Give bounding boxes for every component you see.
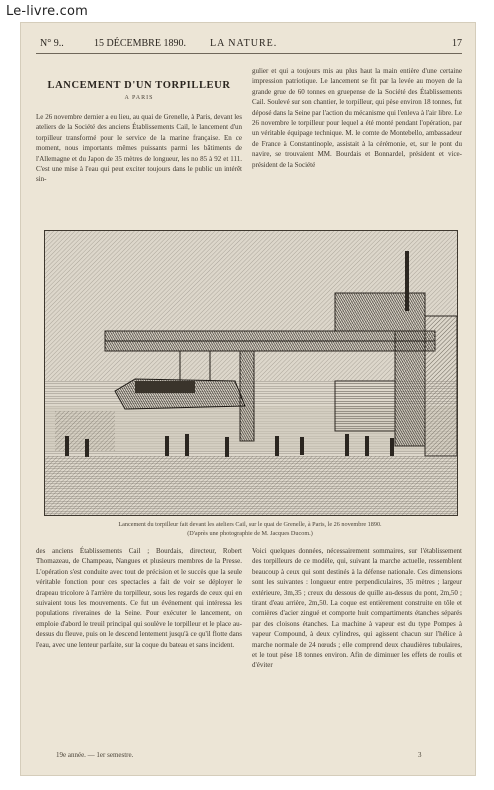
header-rule [36, 53, 462, 54]
volume-label: 19e année. — 1er semestre. [56, 751, 134, 759]
paragraph: Voici quelques données, nécessairement sommaires, sur l'établissement des torpilleurs de ce modèle, qui, suivant la marche actuelle, ressemblent beaucoup à ceux qui sont destinés à la défense nationale. Ces dimensions sont les suivantes : longueur entre perpendiculaires, 35 mètres ; largeur extérieure, 3m,35 ; creux du dessous de quille au-dessus du pont, 2m,50 ; tirant d'eau arrière, 2m,50. La coque est entièrement construite en tôle et cornières d'acier zingué et comporte huit compartiments étanches séparés par des cloisons étanches. La machine à vapeur est du type Pompes à vapeur Compound, à deux cylindres, qui agissent chacun sur l'hélice à marche normale de 24 nœuds ; elle comprend deux chaudières tubulaires, et le tout pèse 18 tonnes environ. Afin de diminuer les effets de roulis et d'éviter [252, 547, 462, 670]
page-footer [36, 751, 462, 763]
issue-number: N° 9.. [40, 38, 64, 49]
paragraph: des anciens Établissements Cail ; Bourdais, directeur, Robert Thomazeau, de Champeau, Nangues et plusieurs membres de la Presse. L'opération s'est conduite avec tout de précision et le succès que la seule véritable fonction pour ces spectacles a fait de voir se déployer le drapeau tricolore à l'arrière du torpilleur, sous les regards de ceux qui en suivaient tous les mouvements. Ce fut un événement qui intéressa les populations riveraines de la Seine. Pour exécuter le lancement, on emploie d'abord le treuil principal qui soulève le torpilleur et le place au-dessus du fleuve, puis on le descend lentement jusqu'à ce qu'il flotte dans l'eau, avec une lenteur parfaite, sur la coque du bateau et sans incident. [36, 547, 242, 649]
figure-caption [60, 520, 440, 538]
column-left-bottom [36, 546, 242, 746]
paragraph: gulier et qui a toujours mis au plus haut la main entière d'une certaine impression patriotique. Le lancement se fit par la levée au moyen de la grande grue de 60 tonnes en gruepense de la Société des Établissements Cail. Soulevé sur son chantier, le torpilleur, qui pèse environ 18 tonnes, fut déposé dans la Seine par l'action du mécanisme qui l'enleva à l'air libre. Le 26 novembre le torpilleur pour lequel a été monté pendant l'opération, par un véritable équipage technique. M. le comte de Montebello, ambassadeur de France à Constantinople, assistait à la cérémonie, et, sur le pont du navire, se trouvaient MM. Bourdais et Bonnardel, président et vice-président de la Société [252, 67, 462, 169]
engraving-illustration [44, 230, 458, 516]
column-right-top [252, 66, 462, 224]
paragraph: Le 26 novembre dernier a eu lieu, au quai de Grenelle, à Paris, devant les ateliers de la Société des anciens Établissements Cail, le lancement d'un torpilleur transformé pour le service de la marine française. En ce moment, nous importants mêmes puissants parmi les bâtiments de l'Allemagne et du Japon de 35 mètres de longueur, les no 85 à 92 et 111. C'est une mise à l'eau qui peut exciter toujours dans le public un intérêt sin- [36, 113, 242, 184]
journal-name: LA NATURE. [210, 38, 278, 49]
watermark: Le-livre.com [6, 4, 88, 19]
page-number: 17 [452, 38, 462, 49]
page-header [36, 38, 462, 52]
column-left-top [36, 112, 242, 224]
column-right-bottom [252, 546, 462, 746]
caption-credit: (D'après une photographie de M. Jacques Ducom.) [187, 530, 313, 537]
issue-date: 15 DÉCEMBRE 1890. [94, 38, 186, 49]
caption-text: Lancement du torpilleur fait devant les ateliers Cail, sur le quai de Grenelle, à Paris, le 26 novembre 1890. [118, 521, 382, 528]
article-subtitle: A PARIS [124, 95, 154, 101]
sheet-number: 3 [418, 751, 422, 759]
article-title: LANCEMENT D'UN TORPILLEUR [47, 80, 231, 91]
